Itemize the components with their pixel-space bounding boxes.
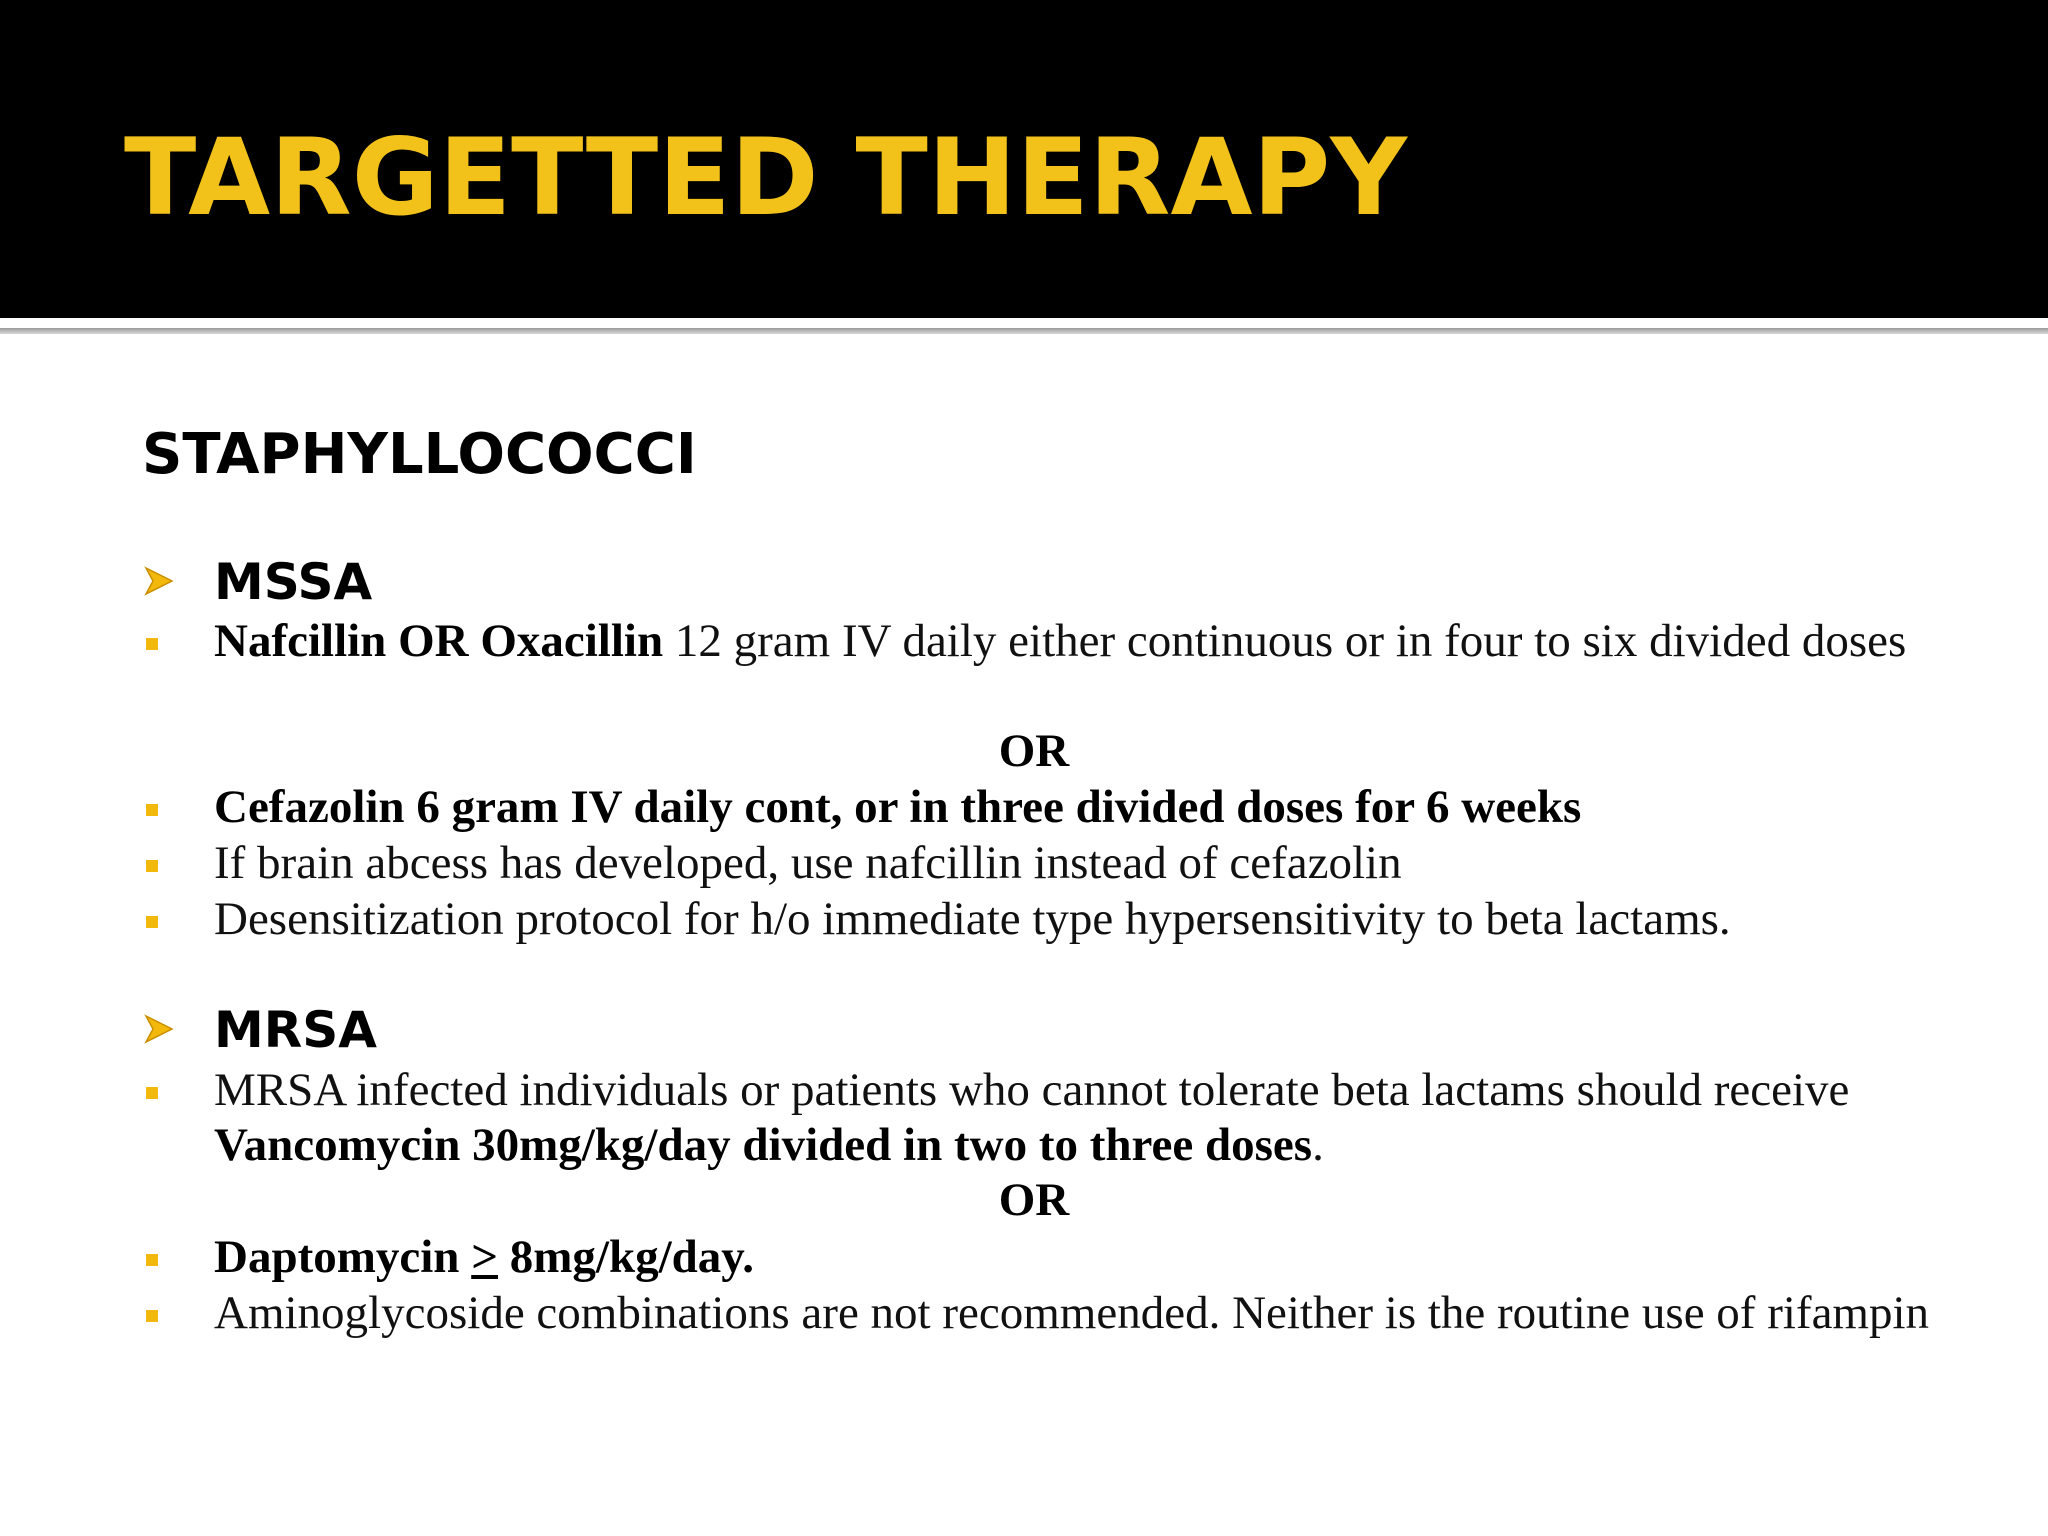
mrsa-heading: MRSA: [214, 1001, 377, 1059]
square-bullet-icon: [142, 614, 212, 670]
list-item-text: Cefazolin 6 gram IV daily cont, or in three divided doses for 6 weeks: [214, 781, 1582, 833]
section-heading: STAPHYLLOCOCCI: [142, 422, 697, 487]
drug-name: Nafcillin OR Oxacillin: [214, 615, 664, 667]
list-item: [142, 1230, 1942, 1286]
body-text: MRSA infected individuals or patients who cannot tolerate beta lactams should receive: [214, 1064, 1850, 1116]
list-item: [142, 614, 1942, 726]
drug-name: Daptomycin: [214, 1231, 472, 1283]
square-bullet-icon: [142, 1286, 212, 1342]
square-bullet-icon: [142, 1230, 212, 1286]
dosage-text: 8mg/kg/day.: [498, 1231, 754, 1283]
list-item-text: Desensitization protocol for h/o immediate type hypersensitivity to beta lactams.: [214, 893, 1731, 945]
square-bullet-icon: [142, 1063, 212, 1119]
list-item-text: Aminoglycoside combinations are not recommended. Neither is the routine use of rifampin: [214, 1287, 1930, 1339]
slide-title: TARGETTED THERAPY: [124, 116, 1408, 239]
list-item-text: If brain abcess has developed, use nafcillin instead of cefazolin: [214, 837, 1402, 889]
body-text-tail: .: [1312, 1119, 1324, 1171]
arrow-bullet-icon: [142, 1000, 212, 1056]
greater-equal-symbol: >: [471, 1231, 498, 1283]
list-item-text: [214, 1230, 1934, 1285]
list-item: [142, 1063, 1942, 1175]
list-item: [142, 780, 1942, 836]
square-bullet-icon: [142, 780, 212, 836]
mssa-heading: MSSA: [214, 553, 373, 611]
list-item-text: [214, 614, 1934, 669]
or-separator: OR: [998, 725, 1070, 777]
mrsa-heading-row: [142, 1000, 1942, 1060]
arrow-bullet-icon: [142, 552, 212, 608]
list-item: [142, 836, 1942, 892]
square-bullet-icon: [142, 836, 212, 892]
list-item: [142, 1286, 1942, 1398]
dosage-text: 12 gram IV daily either continuous or in four to six divided doses: [663, 615, 1907, 667]
mssa-heading-row: [142, 552, 1942, 612]
drug-name: Vancomycin 30mg/kg/day divided in two to three doses: [214, 1119, 1313, 1171]
or-separator: OR: [998, 1174, 1070, 1226]
square-bullet-icon: [142, 892, 212, 948]
list-item-text: [214, 1063, 1934, 1173]
list-item: [142, 892, 1942, 948]
